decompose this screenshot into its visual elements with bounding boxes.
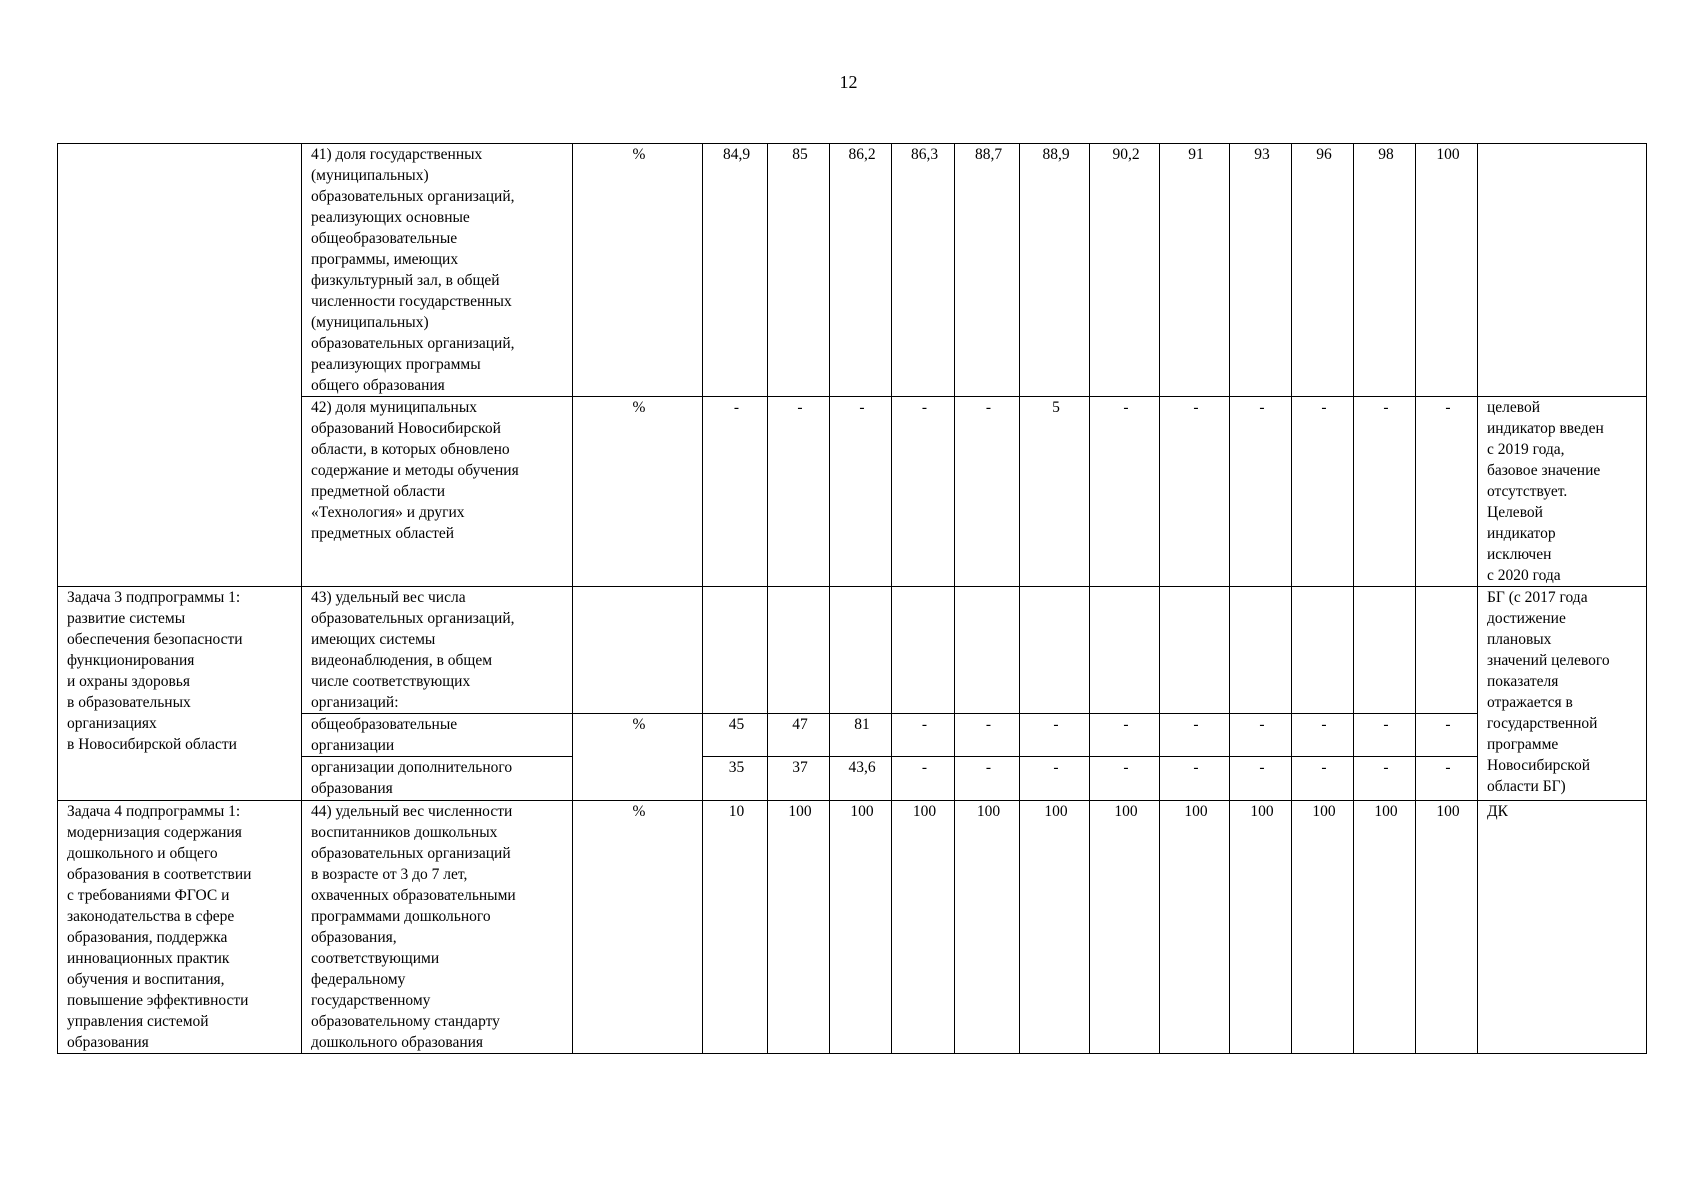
unit-cell xyxy=(573,587,703,714)
note-cell xyxy=(1478,397,1647,587)
value-cell: - xyxy=(892,757,955,801)
indicator-text-line: (муниципальных) xyxy=(311,167,429,184)
value-cell: - xyxy=(892,397,955,587)
value-cell xyxy=(768,587,830,714)
value-cell xyxy=(1230,587,1292,714)
value-cell: - xyxy=(1292,757,1354,801)
note-cell xyxy=(1478,144,1647,397)
value-cell: 85 xyxy=(768,144,830,397)
note-text-line: с 2019 года, xyxy=(1487,441,1565,458)
value-cell: 86,3 xyxy=(892,144,955,397)
indicator-text-line: воспитанников дошкольных xyxy=(311,824,498,841)
indicator-text-line: охваченных образовательными xyxy=(311,887,516,904)
value-cell: 100 xyxy=(1230,801,1292,1054)
indicator-text-line: видеонаблюдения, в общем xyxy=(311,652,493,669)
value-cell: 47 xyxy=(768,714,830,757)
task-text-line: обеспечения безопасности xyxy=(67,631,243,648)
value-cell: 100 xyxy=(1354,801,1416,1054)
note-cell xyxy=(1478,587,1647,801)
task-text-line: Задача 4 подпрограммы 1: xyxy=(67,803,241,820)
value-cell: - xyxy=(768,397,830,587)
note-text-line: Новосибирской xyxy=(1487,757,1591,774)
value-cell: - xyxy=(1090,397,1160,587)
value-cell: - xyxy=(1354,757,1416,801)
task-text-line: в Новосибирской области xyxy=(67,736,237,753)
value-cell: - xyxy=(1230,714,1292,757)
indicator-text-line: образовательных организаций, xyxy=(311,610,515,627)
value-cell: - xyxy=(703,397,768,587)
value-cell xyxy=(830,587,892,714)
task-text-line: с требованиями ФГОС и xyxy=(67,887,230,904)
value-cell: - xyxy=(1354,397,1416,587)
value-cell: - xyxy=(955,714,1020,757)
task-text-line: и охраны здоровья xyxy=(67,673,190,690)
indicator-text-line: реализующих основные xyxy=(311,209,470,226)
value-cell: - xyxy=(1160,397,1230,587)
indicator-text-line: соответствующими xyxy=(311,950,440,967)
value-cell: 100 xyxy=(830,801,892,1054)
indicator-cell xyxy=(302,714,573,757)
value-cell xyxy=(1292,587,1354,714)
note-text-line: Целевой xyxy=(1487,504,1543,521)
indicator-text-line: дошкольного образования xyxy=(311,1034,484,1051)
value-cell: 88,7 xyxy=(955,144,1020,397)
indicator-text-line: общеобразовательные xyxy=(311,230,458,247)
indicator-text-line: 43) удельный вес числа xyxy=(311,589,466,606)
note-text-line: индикатор введен xyxy=(1487,420,1604,437)
indicator-text-line: государственному xyxy=(311,992,431,1009)
value-cell: - xyxy=(1416,714,1478,757)
indicator-text-line: (муниципальных) xyxy=(311,314,429,331)
note-text-line: ДК xyxy=(1487,803,1508,820)
indicator-text-line: 42) доля муниципальных xyxy=(311,399,478,416)
note-text-line: государственной xyxy=(1487,715,1598,732)
value-cell: 93 xyxy=(1230,144,1292,397)
value-cell xyxy=(1354,587,1416,714)
value-cell: 37 xyxy=(768,757,830,801)
task-text-line: обучения и воспитания, xyxy=(67,971,225,988)
indicator-text-line: образовательных организаций, xyxy=(311,335,515,352)
task-text-line: организациях xyxy=(67,715,157,732)
task-text-line: Задача 3 подпрограммы 1: xyxy=(67,589,241,606)
indicator-text-line: образования, xyxy=(311,929,397,946)
value-cell: - xyxy=(1090,714,1160,757)
value-cell: 88,9 xyxy=(1020,144,1090,397)
task-text-line: в образовательных xyxy=(67,694,191,711)
indicator-cell xyxy=(302,397,573,587)
task-text-line: дошкольного и общего xyxy=(67,845,218,862)
indicator-text-line: предметной области xyxy=(311,483,446,500)
indicator-cell xyxy=(302,801,573,1054)
indicator-text-line: содержание и методы обучения xyxy=(311,462,519,479)
note-text-line: плановых xyxy=(1487,631,1552,648)
value-cell: 91 xyxy=(1160,144,1230,397)
indicator-text-line: в возрасте от 3 до 7 лет, xyxy=(311,866,468,883)
value-cell: 100 xyxy=(1020,801,1090,1054)
value-cell: 100 xyxy=(768,801,830,1054)
value-cell: 43,6 xyxy=(830,757,892,801)
value-cell: 96 xyxy=(1292,144,1354,397)
unit-cell: % xyxy=(573,714,703,801)
value-cell: 100 xyxy=(955,801,1020,1054)
indicator-text-line: образования xyxy=(311,780,393,797)
value-cell: 100 xyxy=(1090,801,1160,1054)
indicator-text-line: образовательному стандарту xyxy=(311,1013,500,1030)
task-text-line: управления системой xyxy=(67,1013,209,1030)
value-cell: 81 xyxy=(830,714,892,757)
note-text-line: исключен xyxy=(1487,546,1552,563)
value-cell: - xyxy=(830,397,892,587)
indicator-text-line: «Технология» и других xyxy=(311,504,465,521)
indicator-cell xyxy=(302,144,573,397)
indicator-text-line: общего образования xyxy=(311,377,445,394)
page-number: 12 xyxy=(839,72,858,92)
unit-cell: % xyxy=(573,801,703,1054)
indicator-text-line: предметных областей xyxy=(311,525,455,542)
note-text-line: базовое значение xyxy=(1487,462,1601,479)
task-text-line: повышение эффективности xyxy=(67,992,249,1009)
indicator-text-line: организации xyxy=(311,737,395,754)
indicator-text-line: образовательных организаций xyxy=(311,845,511,862)
indicator-text-line: 41) доля государственных xyxy=(311,146,483,163)
note-text-line: показателя xyxy=(1487,673,1559,690)
note-text-line: достижение xyxy=(1487,610,1566,627)
value-cell: - xyxy=(892,714,955,757)
value-cell: 100 xyxy=(1292,801,1354,1054)
value-cell: - xyxy=(1160,757,1230,801)
note-text-line: значений целевого xyxy=(1487,652,1610,669)
note-text-line: отсутствует. xyxy=(1487,483,1568,500)
table-row xyxy=(58,144,1647,397)
indicator-text-line: общеобразовательные xyxy=(311,716,458,733)
task-cell xyxy=(58,587,302,801)
indicator-text-line: федеральному xyxy=(311,971,406,988)
value-cell: - xyxy=(1354,714,1416,757)
value-cell: - xyxy=(1292,714,1354,757)
indicator-text-line: организации дополнительного xyxy=(311,759,513,776)
indicator-cell xyxy=(302,587,573,714)
value-cell: - xyxy=(1416,397,1478,587)
task-text-line: образования, поддержка xyxy=(67,929,228,946)
note-text-line: индикатор xyxy=(1487,525,1556,542)
value-cell: 84,9 xyxy=(703,144,768,397)
value-cell xyxy=(1020,587,1090,714)
table-row xyxy=(58,587,1647,714)
value-cell: 100 xyxy=(1160,801,1230,1054)
value-cell: - xyxy=(1020,714,1090,757)
task-text-line: развитие системы xyxy=(67,610,186,627)
indicator-text-line: численности государственных xyxy=(311,293,512,310)
value-cell xyxy=(955,587,1020,714)
value-cell xyxy=(892,587,955,714)
value-cell: - xyxy=(955,397,1020,587)
value-cell: 10 xyxy=(703,801,768,1054)
note-text-line: целевой xyxy=(1487,399,1541,416)
value-cell: - xyxy=(955,757,1020,801)
note-text-line: программе xyxy=(1487,736,1559,753)
value-cell: - xyxy=(1160,714,1230,757)
indicator-text-line: физкультурный зал, в общей xyxy=(311,272,500,289)
task-text-line: функционирования xyxy=(67,652,195,669)
value-cell: 86,2 xyxy=(830,144,892,397)
value-cell xyxy=(703,587,768,714)
value-cell: 100 xyxy=(892,801,955,1054)
indicator-text-line: числе соответствующих xyxy=(311,673,471,690)
indicator-text-line: имеющих системы xyxy=(311,631,436,648)
value-cell: - xyxy=(1230,397,1292,587)
value-cell: 100 xyxy=(1416,801,1478,1054)
indicators-table xyxy=(57,143,1647,1054)
unit-cell: % xyxy=(573,144,703,397)
value-cell xyxy=(1090,587,1160,714)
note-cell xyxy=(1478,801,1647,1054)
task-cell xyxy=(58,801,302,1054)
indicator-cell xyxy=(302,757,573,801)
value-cell: - xyxy=(1292,397,1354,587)
value-cell: 98 xyxy=(1354,144,1416,397)
value-cell: 90,2 xyxy=(1090,144,1160,397)
value-cell: 100 xyxy=(1416,144,1478,397)
value-cell: - xyxy=(1020,757,1090,801)
value-cell xyxy=(1416,587,1478,714)
indicator-text-line: образовательных организаций, xyxy=(311,188,515,205)
table-row xyxy=(58,801,1647,1054)
indicator-text-line: области, в которых обновлено xyxy=(311,441,510,458)
task-text-line: инновационных практик xyxy=(67,950,230,967)
value-cell: - xyxy=(1090,757,1160,801)
note-text-line: отражается в xyxy=(1487,694,1573,711)
value-cell: - xyxy=(1416,757,1478,801)
value-cell: 35 xyxy=(703,757,768,801)
indicator-text-line: программы, имеющих xyxy=(311,251,459,268)
value-cell xyxy=(1160,587,1230,714)
task-text-line: образования в соответствии xyxy=(67,866,252,883)
note-text-line: области БГ) xyxy=(1487,778,1566,795)
value-cell: - xyxy=(1230,757,1292,801)
task-text-line: образования xyxy=(67,1034,149,1051)
task-cell-empty xyxy=(58,144,302,587)
task-text-line: модернизация содержания xyxy=(67,824,242,841)
note-text-line: с 2020 года xyxy=(1487,567,1561,584)
indicator-text-line: 44) удельный вес численности xyxy=(311,803,513,820)
indicator-text-line: образований Новосибирской xyxy=(311,420,501,437)
indicator-text-line: организаций: xyxy=(311,694,399,711)
note-text-line: БГ (с 2017 года xyxy=(1487,589,1588,606)
value-cell: 5 xyxy=(1020,397,1090,587)
indicator-text-line: программами дошкольного xyxy=(311,908,491,925)
value-cell: 45 xyxy=(703,714,768,757)
unit-cell: % xyxy=(573,397,703,587)
indicator-text-line: реализующих программы xyxy=(311,356,481,373)
task-text-line: законодательства в сфере xyxy=(67,908,235,925)
